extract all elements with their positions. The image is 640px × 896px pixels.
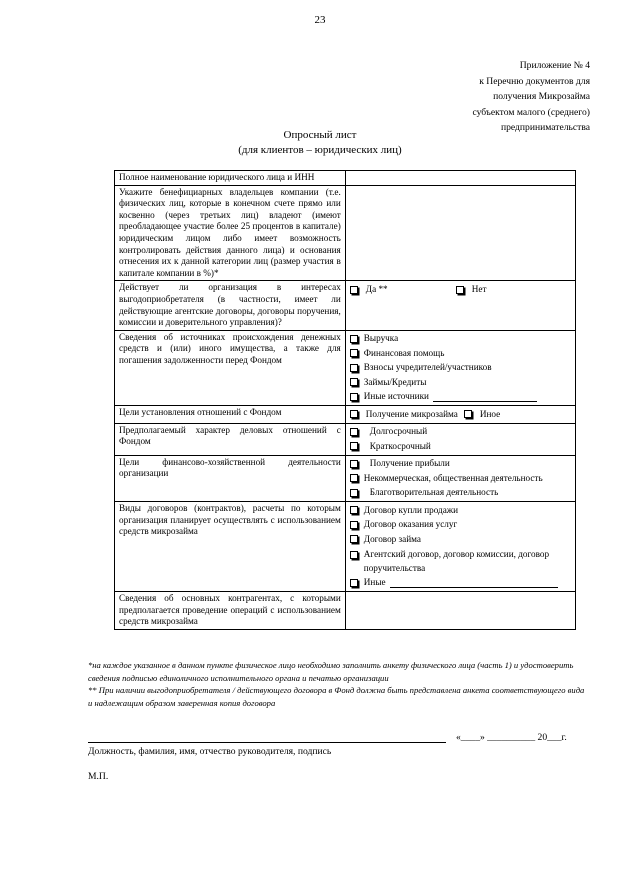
question-cell: Полное наименование юридического лица и ИНН <box>115 171 346 186</box>
checkbox[interactable] <box>350 551 358 559</box>
checkbox[interactable] <box>350 506 358 514</box>
appendix-line: предпринимательства <box>500 122 590 133</box>
question-cell: Укажите бенефициарных владельцев компании (т.е. физических лиц, которые в конечном счете прямо или косвенно (через третьих лиц) владеют (имеют преобладающее участие более 25 процентов в капитале) юридическим лицом либо имеет возможность контролировать действия данного лица) и основания отнесения их к данной категории лиц (размер участия в капитале компании в %)* <box>115 185 346 281</box>
checkbox[interactable] <box>350 521 358 529</box>
footnotes <box>88 659 588 709</box>
option-label: Займы/Кредиты <box>363 376 427 387</box>
fill-in-line[interactable] <box>433 392 537 402</box>
table-row <box>115 185 576 281</box>
answer-cell-contracts <box>345 502 575 592</box>
checkbox[interactable] <box>350 335 358 343</box>
date-field[interactable]: «____» __________ 20___г. <box>456 732 567 743</box>
option-label: Договор купли продажи <box>363 504 459 515</box>
checkbox[interactable] <box>350 393 358 401</box>
fill-in-line[interactable] <box>390 578 558 588</box>
answer-cell-activity-goals <box>345 455 575 502</box>
answer-cell-counterparties[interactable] <box>345 592 575 630</box>
option-label: Краткосрочный <box>369 440 431 451</box>
table-row <box>115 423 576 455</box>
checkbox[interactable] <box>350 378 358 386</box>
option-label: Взносы учредителей/участников <box>363 362 492 373</box>
option-label: Получение микрозайма <box>365 408 458 419</box>
checkbox-yes[interactable] <box>350 286 358 294</box>
checkbox[interactable] <box>350 349 358 357</box>
option-label: Получение прибыли <box>369 458 450 469</box>
appendix-header <box>350 58 590 136</box>
checkbox[interactable] <box>350 410 358 418</box>
answer-cell-beneficiaries[interactable] <box>345 185 575 281</box>
option-label: Благотворительная деятельность <box>369 487 499 498</box>
table-row <box>115 592 576 630</box>
answer-cell-name-inn[interactable] <box>345 171 575 186</box>
appendix-line: получения Микрозайма <box>493 91 590 102</box>
option-label: Да ** <box>365 283 388 294</box>
option-label: Иные <box>363 577 386 588</box>
table-row <box>115 171 576 186</box>
question-cell: Цели финансово-хозяйственной деятельности организации <box>115 455 346 502</box>
option-label: Нет <box>471 283 487 294</box>
checkbox[interactable] <box>350 364 358 372</box>
table-row <box>115 502 576 592</box>
answer-cell-relationship <box>345 423 575 455</box>
appendix-line: Приложение № 4 <box>519 60 590 71</box>
checkbox-no[interactable] <box>456 286 464 294</box>
signature-line[interactable] <box>88 742 446 743</box>
option-label: Договор займа <box>363 533 422 544</box>
option-label: Выручка <box>363 333 399 344</box>
answer-cell-funds-source <box>345 330 575 406</box>
footnote: *на каждое указанное в данном пункте физическое лицо необходимо заполнить анкету физического лица (часть 1) и удостоверить сведения подписью единоличного исполнительного органа и печатью организации <box>88 660 574 683</box>
checkbox[interactable] <box>350 489 358 497</box>
answer-cell-purpose <box>345 406 575 424</box>
appendix-line: субъектом малого (среднего) <box>472 106 590 118</box>
checkbox[interactable] <box>350 535 358 543</box>
option-label: Иное <box>479 408 501 419</box>
checkbox[interactable] <box>350 579 358 587</box>
appendix-line: к Перечню документов для <box>479 75 590 87</box>
page-number: 23 <box>314 14 326 26</box>
option-label: Договор оказания услуг <box>363 519 458 530</box>
option-label: Долгосрочный <box>369 426 428 437</box>
question-cell: Сведения об источниках происхождения денежных средств и (или) иного имущества, а также для погашения задолженности перед Фондом <box>115 330 346 406</box>
footnote: ** При наличии выгодоприобретателя / действующего договора в Фонд должна быть представлена анкета соответствующего вида и надлежащим образом заверенная копия договора <box>88 685 585 708</box>
questionnaire-table <box>114 170 576 630</box>
checkbox[interactable] <box>464 410 472 418</box>
table-row <box>115 455 576 502</box>
stamp-place: М.П. <box>88 771 109 782</box>
checkbox[interactable] <box>350 428 358 436</box>
table-row <box>115 330 576 406</box>
option-label: Агентский договор, договор комиссии, договор поручительства <box>363 548 550 574</box>
table-row <box>115 406 576 424</box>
option-label: Финансовая помощь <box>363 347 445 358</box>
form-title-main: Опросный лист <box>283 129 357 141</box>
checkbox[interactable] <box>350 474 358 482</box>
question-cell: Предполагаемый характер деловых отношений с Фондом <box>115 423 346 455</box>
question-cell: Виды договоров (контрактов), расчеты по которым организация планирует осуществлять с использованием средств микрозайма <box>115 502 346 592</box>
question-cell: Сведения об основных контрагентах, с которыми предполагается проведение операций с использованием средств микрозайма <box>115 592 346 630</box>
option-label: Иные источники <box>363 391 429 402</box>
answer-cell-beneficiary-agent <box>345 281 575 330</box>
table-row <box>115 281 576 330</box>
form-title-sub: (для клиентов – юридических лиц) <box>238 144 402 156</box>
question-cell: Действует ли организация в интересах выгодоприобретателя (в частности, имеет ли действующие агентские договоры, договоры поручения, комиссии и доверительного управления)? <box>115 281 346 330</box>
form-title <box>0 128 640 158</box>
option-label: Некоммерческая, общественная деятельность <box>363 472 543 483</box>
question-cell: Цели установления отношений с Фондом <box>115 406 346 424</box>
checkbox[interactable] <box>350 442 358 450</box>
checkbox[interactable] <box>350 460 358 468</box>
signature-caption: Должность, фамилия, имя, отчество руководителя, подпись <box>88 746 332 757</box>
